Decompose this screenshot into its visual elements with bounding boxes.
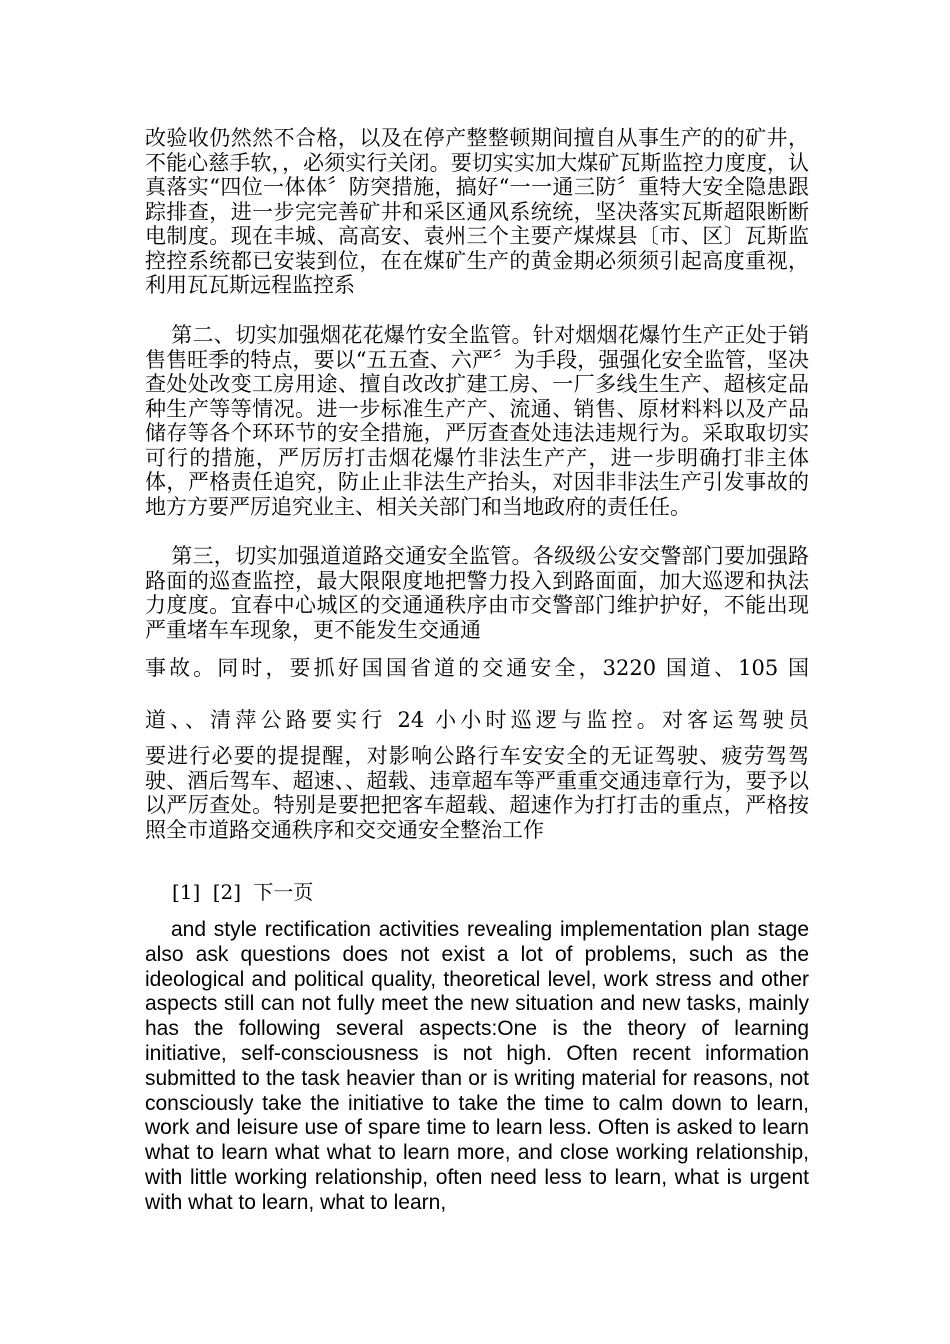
paragraph-4-text: 要进行必要的提提醒，对影响公路行车安安全的无证驾驶、疲劳驾驾驶、酒后驾车、超速、、超载、违章超车等严重重交通违章行为，要予以以严厉查处。特别是要把把客车超载、超速作为打打击的重点，严格按照全市道路交通秩序和交交通安全整治工作 (145, 744, 809, 842)
paragraph-4 (145, 744, 809, 842)
pagination (172, 880, 319, 904)
paragraph-1 (145, 126, 809, 298)
page-link-2[interactable]: [2] (212, 880, 242, 904)
page-link-1[interactable]: [1] (172, 880, 201, 904)
wide-line-2: 道、、清萍公路要实行 24 小小时巡逻与监控。对客运驾驶员 (145, 708, 809, 732)
english-paragraph (145, 918, 809, 1216)
paragraph-3-text: 第三，切实加强道道路交通安全监管。各级级公安交警部门要加强路路面的巡查监控，最大限限度地把警力投入到路面面，加大巡逻和执法力度度。宜春中心城区的交通通秩序由市交警部门维护护好，不能出现严重堵车车现象，更不能发生交通通 (145, 544, 809, 642)
wide-line-1: 事故。同时，要抓好国国省道的交通安全，3220 国道、105 国 (145, 656, 809, 680)
next-page-link[interactable]: 下一页 (253, 880, 314, 904)
paragraph-2 (145, 323, 809, 519)
paragraph-2-text: 第二、切实加强烟花花爆竹安全监管。针对烟烟花爆竹生产正处于销售售旺季的特点，要以“五五查、六严〞为手段，强强化安全监管，坚决查处处改变工房用途、擅自改改扩建工房、一厂多线生生产、超核定品种生产等等情况。进一步标准生产产、流通、销售、原材料料以及产品储存等各个环环节的安全措施，严厉查查处违法违规行为。采取取切实可行的措施，严厉厉打击烟花爆竹非法生产产，进一步明确打非主体体，严格责任追究，防止止非法生产抬头，对因非非法生产引发事故的地方方要严厉追究业主、相关关部门和当地政府的责任任。 (145, 323, 809, 519)
english-paragraph-text: and style rectification activities revealing implementation plan stage also ask questions does not exist a lot of problems, such as the ideological and political quality, theoretical level, work stress and other aspects still can not fully meet the new situation and new tasks, mainly has the following several aspects:One is the theory of learning initiative, self-consciousness is not high. Often recent information submitted to the task heavier than or is writing material for reasons, not consciously take the initiative to take the time to calm down to learn, work and leisure use of spare time to learn less. Often is asked to learn what to learn what what to learn more, and close working relationship, with little working relationship, often need less to learn, what is urgent with what to learn, what to learn, (145, 918, 809, 1214)
paragraph-1-text: 改验收仍然然不合格，以及在停产整整顿期间擅自从事生产的的矿井，不能心慈手软，，必须实行关闭。要切实实加大煤矿瓦斯监控力度度，认真落实“四位一体体〞防突措施，搞好“一一通三防〞重特大安全隐患跟踪排查，进一步完完善矿井和采区通风系统统，坚决落实瓦斯超限断断电制度。现在丰城、高高安、袁州三个主要产煤煤县〔市、区〕瓦斯监控控系统都已安装到位，在在煤矿生产的黄金期必须须引起高度重视，利用瓦瓦斯远程监控系 (145, 126, 809, 297)
paragraph-3 (145, 544, 809, 642)
